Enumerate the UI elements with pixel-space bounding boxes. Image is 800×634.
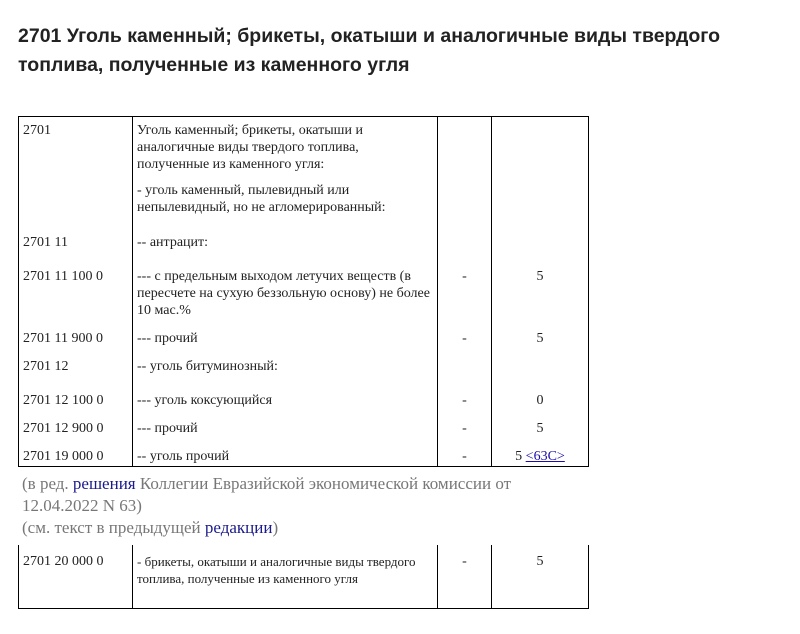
unit-cell <box>438 117 492 235</box>
table-row <box>19 117 589 235</box>
rate-cell <box>492 117 589 235</box>
rate-cell: 5 <box>492 268 589 330</box>
table-row <box>19 358 589 392</box>
description-cell: -- уголь прочий <box>133 448 438 467</box>
table-row <box>19 268 589 330</box>
description-cell: - брикеты, окатыши и аналогичные виды твердого топлива, полученные из каменного угля <box>133 545 438 609</box>
unit-cell <box>438 358 492 392</box>
previous-edition-line <box>22 517 562 539</box>
table-row <box>19 234 589 268</box>
description-cell: -- уголь битуминозный: <box>133 358 438 392</box>
unit-cell: - <box>438 268 492 330</box>
unit-cell: - <box>438 392 492 420</box>
table-row <box>19 392 589 420</box>
unit-cell: - <box>438 420 492 448</box>
code-cell: 2701 20 000 0 <box>23 554 104 569</box>
description-paragraph: - уголь каменный, пылевидный или непылевидный, но не агломерированный: <box>137 183 386 215</box>
rate-cell: 5 <box>492 420 589 448</box>
code-cell: 2701 <box>23 123 51 138</box>
note-text: ) <box>272 518 279 537</box>
description-cell: --- с предельным выходом летучих веществ (в пересчете на сухую беззольную основу) не более 10 мас.% <box>133 268 438 330</box>
previous-edition-link[interactable]: редакции <box>204 518 273 537</box>
code-cell: 2701 12 100 0 <box>23 393 104 408</box>
code-cell: 2701 11 <box>23 235 68 250</box>
description-cell: --- уголь коксующийся <box>133 392 438 420</box>
rate-cell: 0 <box>492 392 589 420</box>
description-cell <box>133 117 438 235</box>
table-row <box>19 420 589 448</box>
note-text: (в ред. <box>22 474 73 493</box>
rate-value: 5 <box>515 449 523 464</box>
code-cell: 2701 11 900 0 <box>23 331 103 346</box>
rate-cell <box>492 358 589 392</box>
note-text: Коллегии Евразийской экономической комиссии от 12.04.2022 N 63) <box>22 474 512 515</box>
edition-note-line <box>22 473 562 517</box>
rate-cell <box>492 448 589 467</box>
description-cell: --- прочий <box>133 330 438 358</box>
code-cell: 2701 12 <box>23 359 69 374</box>
unit-cell <box>438 234 492 268</box>
tariff-table <box>18 116 589 467</box>
page-title: 2701 Уголь каменный; брикеты, окатыши и аналогичные виды твердого топлива, полученные из каменного угля <box>18 25 721 76</box>
unit-cell: - <box>438 448 492 467</box>
rate-cell: 5 <box>492 545 589 609</box>
code-cell: 2701 19 000 0 <box>23 449 104 464</box>
description-cell: -- антрацит: <box>133 234 438 268</box>
table-row <box>19 330 589 358</box>
code-cell: 2701 11 100 0 <box>23 269 103 284</box>
decision-link[interactable]: решения <box>72 474 136 493</box>
rate-cell <box>492 234 589 268</box>
table-row <box>19 545 589 609</box>
code-cell: 2701 12 900 0 <box>23 421 104 436</box>
description-cell: --- прочий <box>133 420 438 448</box>
rate-cell: 5 <box>492 330 589 358</box>
description-paragraph: Уголь каменный; брикеты, окатыши и аналогичные виды твердого топлива, полученные из каменного угля: <box>137 123 363 172</box>
note-63c-link[interactable]: <63C> <box>525 449 565 464</box>
unit-cell: - <box>438 330 492 358</box>
tariff-table-continued <box>18 545 589 609</box>
unit-cell: - <box>438 545 492 609</box>
table-row <box>19 448 589 467</box>
edition-note <box>22 473 562 539</box>
note-text: (см. текст в предыдущей <box>22 518 205 537</box>
